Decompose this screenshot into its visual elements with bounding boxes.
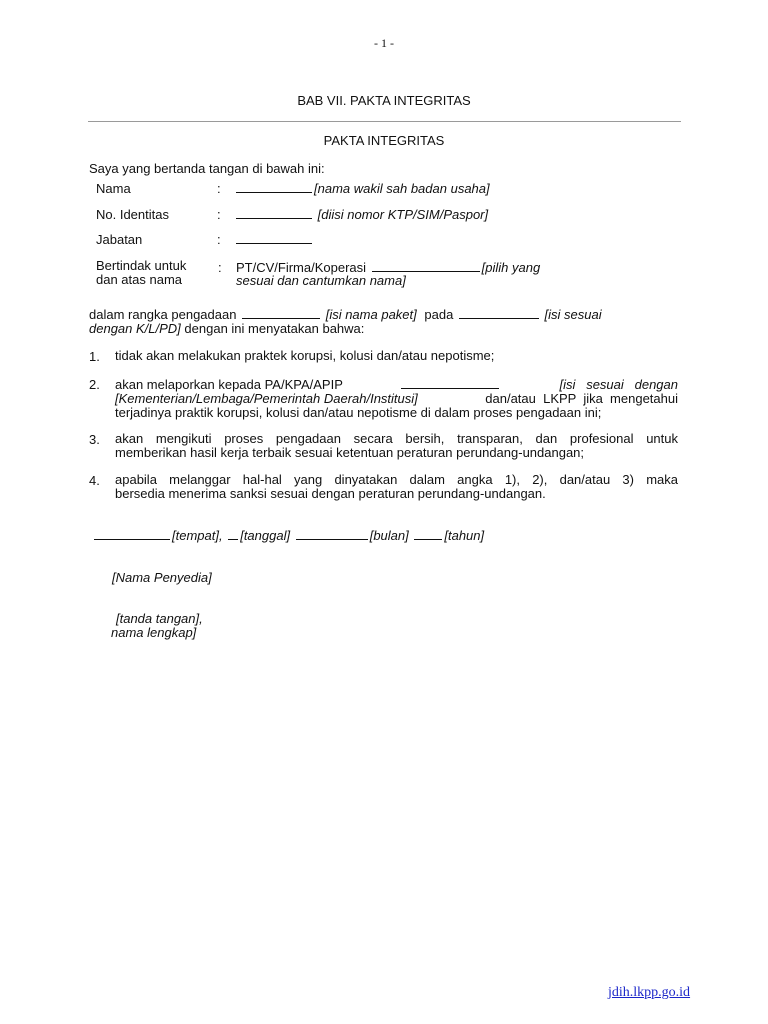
blank-line xyxy=(242,307,320,319)
full-name-hint: nama lengkap] xyxy=(111,625,197,640)
item-number: 4. xyxy=(89,473,100,488)
item-hint: [Kementerian/Lembaga/Pemerintah Daerah/Institusi] xyxy=(115,391,418,406)
item-text: dan/atau LKPP jika mengetahui xyxy=(485,391,678,406)
field-colon: : xyxy=(218,260,222,275)
month-hint: [bulan] xyxy=(369,528,409,543)
item-text: terjadinya praktik korupsi, kolusi dan/atau nepotisme di dalam proses pengadaan ini; xyxy=(115,405,602,420)
place-date-line xyxy=(94,528,484,543)
blank-line xyxy=(296,528,368,540)
field-label-bertindak-1: Bertindak untuk xyxy=(96,258,187,273)
item-text: bersedia menerima sanksi sesuai dengan peraturan perundang-undangan. xyxy=(115,486,546,501)
item-text: apabila melanggar hal-hal yang dinyatakan dalam angka 1), 2), dan/atau 3) maka xyxy=(115,472,678,487)
signature-hint: [tanda tangan], xyxy=(116,611,203,626)
statement-hint-paket: [isi nama paket] xyxy=(325,307,417,322)
field-label-bertindak-2: dan atas nama xyxy=(96,272,183,287)
field-hint-bertindak-2: sesuai dan cantumkan nama] xyxy=(236,273,406,288)
field-hint-nama: [nama wakil sah badan usaha] xyxy=(314,181,490,196)
item-number: 1. xyxy=(89,349,100,364)
page-number: - 1 - xyxy=(374,36,394,50)
field-label-nama: Nama xyxy=(96,181,131,196)
field-label-identitas: No. Identitas xyxy=(96,207,169,222)
item-text: memberikan hasil kerja terbaik sesuai ketentuan peraturan perundang-undangan; xyxy=(115,445,585,460)
blank-line xyxy=(228,528,238,540)
field-value-bertindak: PT/CV/Firma/Koperasi xyxy=(236,260,367,275)
blank-line xyxy=(372,260,480,272)
year-hint: [tahun] xyxy=(444,528,485,543)
place-hint: [tempat], xyxy=(172,528,223,543)
date-hint: [tanggal] xyxy=(240,528,291,543)
item-text: akan mengikuti proses pengadaan secara bersih, transparan, dan profesional untuk xyxy=(115,431,678,446)
blank-line xyxy=(236,181,312,193)
field-colon: : xyxy=(217,181,221,196)
field-label-jabatan: Jabatan xyxy=(96,232,143,247)
item-number: 3. xyxy=(89,432,100,447)
blank-line xyxy=(236,207,312,219)
blank-line xyxy=(236,232,312,244)
blank-line xyxy=(401,377,499,389)
statement-text: dengan ini menyatakan bahwa: xyxy=(184,321,365,336)
chapter-title: BAB VII. PAKTA INTEGRITAS xyxy=(297,93,471,108)
blank-line xyxy=(414,528,442,540)
field-hint-identitas: [diisi nomor KTP/SIM/Paspor] xyxy=(317,207,489,222)
statement-hint-klpd: dengan K/L/PD] xyxy=(89,321,181,336)
item-number: 2. xyxy=(89,377,100,392)
field-colon: : xyxy=(217,207,221,222)
signer-company: [Nama Penyedia] xyxy=(112,570,212,585)
field-colon: : xyxy=(217,232,221,247)
statement-text: pada xyxy=(424,307,454,322)
item-text: tidak akan melakukan praktek korupsi, kolusi dan/atau nepotisme; xyxy=(115,348,495,363)
statement-text: dalam rangka pengadaan xyxy=(89,307,237,322)
item-hint: [isi sesuai dengan xyxy=(559,377,678,392)
footer-link[interactable]: jdih.lkpp.go.id xyxy=(608,985,691,1000)
item-text: akan melaporkan kepada PA/KPA/APIP xyxy=(115,377,343,392)
statement-hint-sesuai: [isi sesuai xyxy=(544,307,602,322)
divider xyxy=(88,121,681,122)
blank-line xyxy=(459,307,539,319)
field-hint-bertindak-1: [pilih yang xyxy=(481,260,541,275)
intro-text: Saya yang bertanda tangan di bawah ini: xyxy=(89,161,325,176)
document-title: PAKTA INTEGRITAS xyxy=(323,133,445,148)
blank-line xyxy=(94,528,170,540)
